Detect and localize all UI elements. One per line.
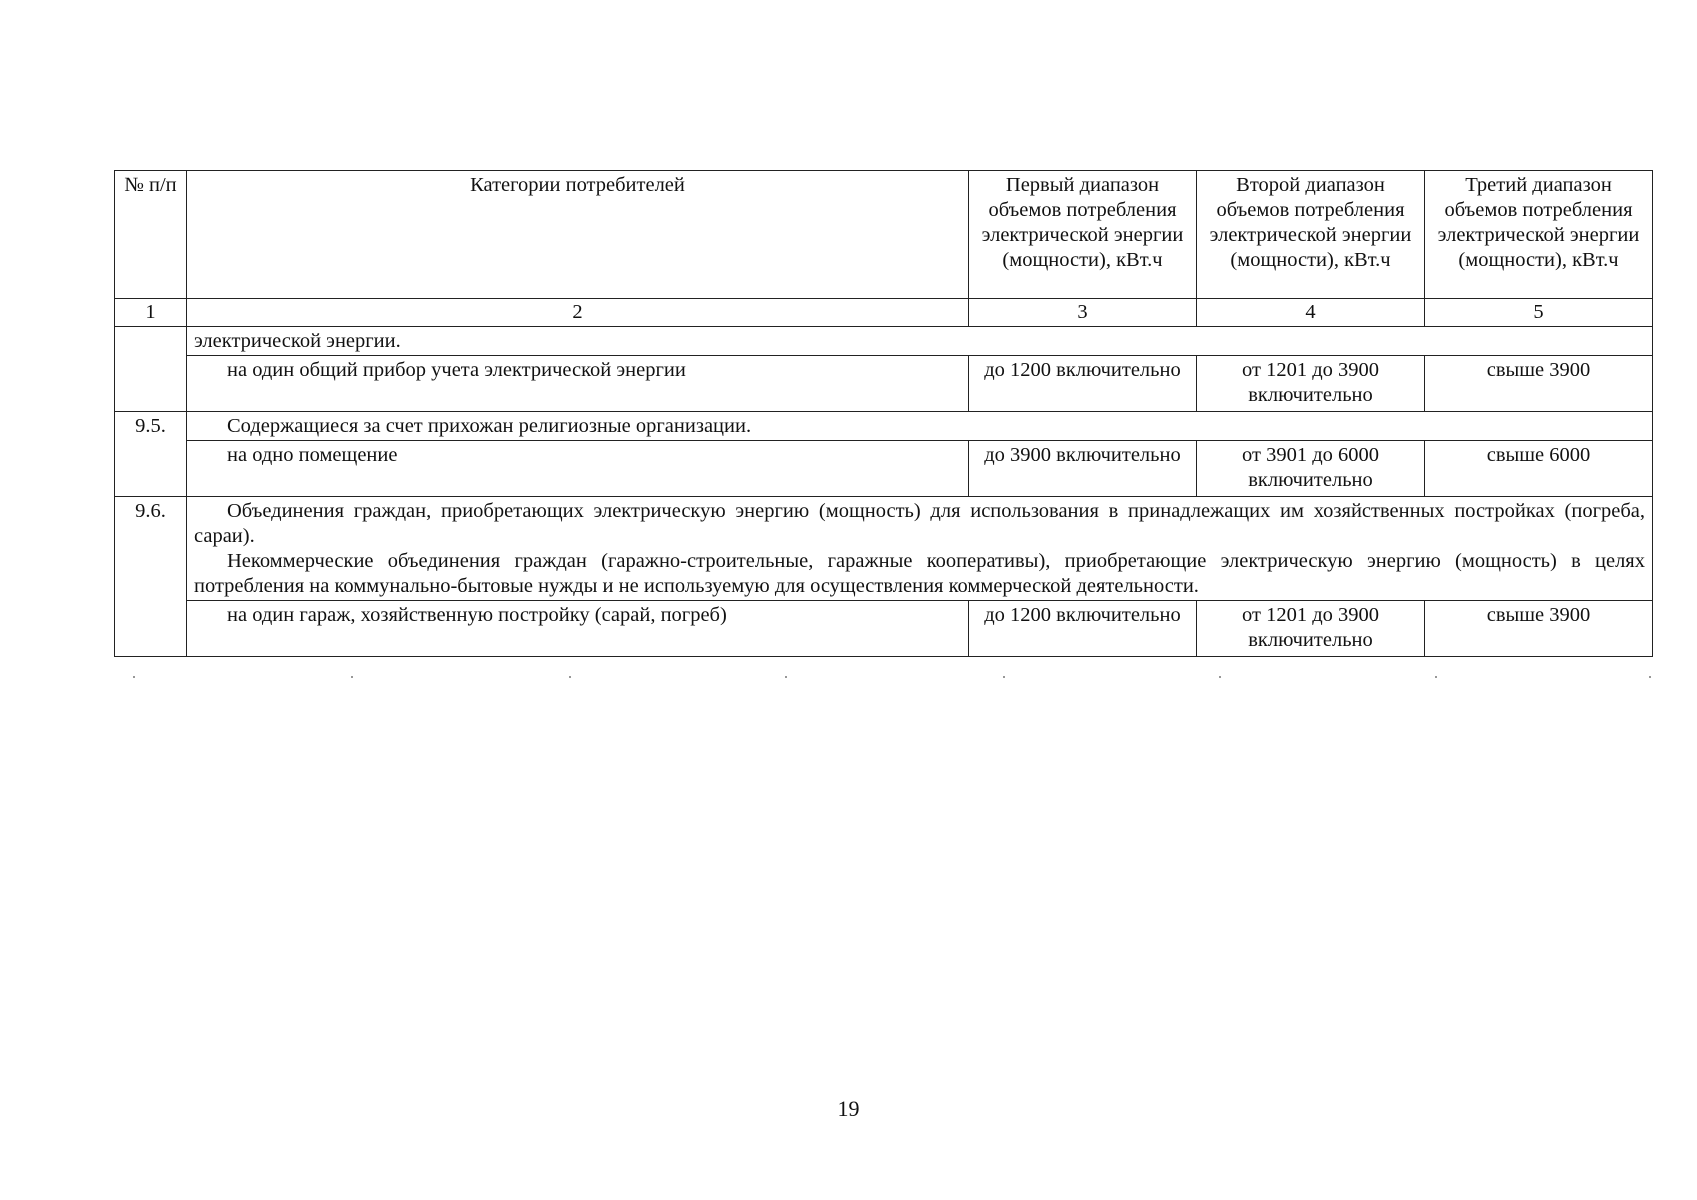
row-paragraph: Объединения граждан, приобретающих электрическую энергию (мощность) для использования в принадлежащих им хозяйственных постройках (погреба, сараи). <box>194 500 1645 547</box>
row-text <box>187 497 1653 601</box>
tariff-table <box>114 170 1653 657</box>
header-range3: Третий диапазон объемов потребления электрической энергии (мощности), кВт.ч <box>1425 171 1653 299</box>
table-row <box>115 441 1653 497</box>
page-number: 19 <box>837 1096 860 1121</box>
sub-label: на один гараж, хозяйственную постройку (сарай, погреб) <box>187 601 969 657</box>
range1-value: до 3900 включительно <box>969 441 1197 497</box>
header-row <box>115 171 1653 299</box>
header-range1: Первый диапазон объемов потребления электрической энергии (мощности), кВт.ч <box>969 171 1197 299</box>
sub-label: на одно помещение <box>187 441 969 497</box>
range3-value: свыше 6000 <box>1425 441 1653 497</box>
column-number: 2 <box>187 299 969 327</box>
column-number: 3 <box>969 299 1197 327</box>
header-range2: Второй диапазон объемов потребления электрической энергии (мощности), кВт.ч <box>1197 171 1425 299</box>
column-number: 4 <box>1197 299 1425 327</box>
scan-dots <box>114 674 1652 680</box>
row-text: Содержащиеся за счет прихожан религиозные организации. <box>187 412 1653 441</box>
range3-value: свыше 3900 <box>1425 601 1653 657</box>
row-num: 9.6. <box>115 497 187 657</box>
column-number-row <box>115 299 1653 327</box>
column-number: 5 <box>1425 299 1653 327</box>
sub-label: на один общий прибор учета электрической энергии <box>187 356 969 412</box>
table-row <box>115 497 1653 601</box>
row-text: электрической энергии. <box>187 327 1653 356</box>
table-row <box>115 412 1653 441</box>
column-number: 1 <box>115 299 187 327</box>
header-category: Категории потребителей <box>187 171 969 299</box>
row-num: 9.5. <box>115 412 187 497</box>
row-num-empty <box>115 327 187 412</box>
range2-value: от 3901 до 6000 включительно <box>1197 441 1425 497</box>
range1-value: до 1200 включительно <box>969 356 1197 412</box>
table-row <box>115 356 1653 412</box>
range1-value: до 1200 включительно <box>969 601 1197 657</box>
range2-value: от 1201 до 3900 включительно <box>1197 601 1425 657</box>
row-paragraph: Некоммерческие объединения граждан (гаражно-строительные, гаражные кооперативы), приобретающие электрическую энергию (мощность) в целях потребления на коммунально-бытовые нужды и не используемую для осуществления коммерческой деятельности. <box>194 550 1645 597</box>
table-row <box>115 601 1653 657</box>
range3-value: свыше 3900 <box>1425 356 1653 412</box>
header-num: № п/п <box>115 171 187 299</box>
range2-value: от 1201 до 3900 включительно <box>1197 356 1425 412</box>
table-row <box>115 327 1653 356</box>
